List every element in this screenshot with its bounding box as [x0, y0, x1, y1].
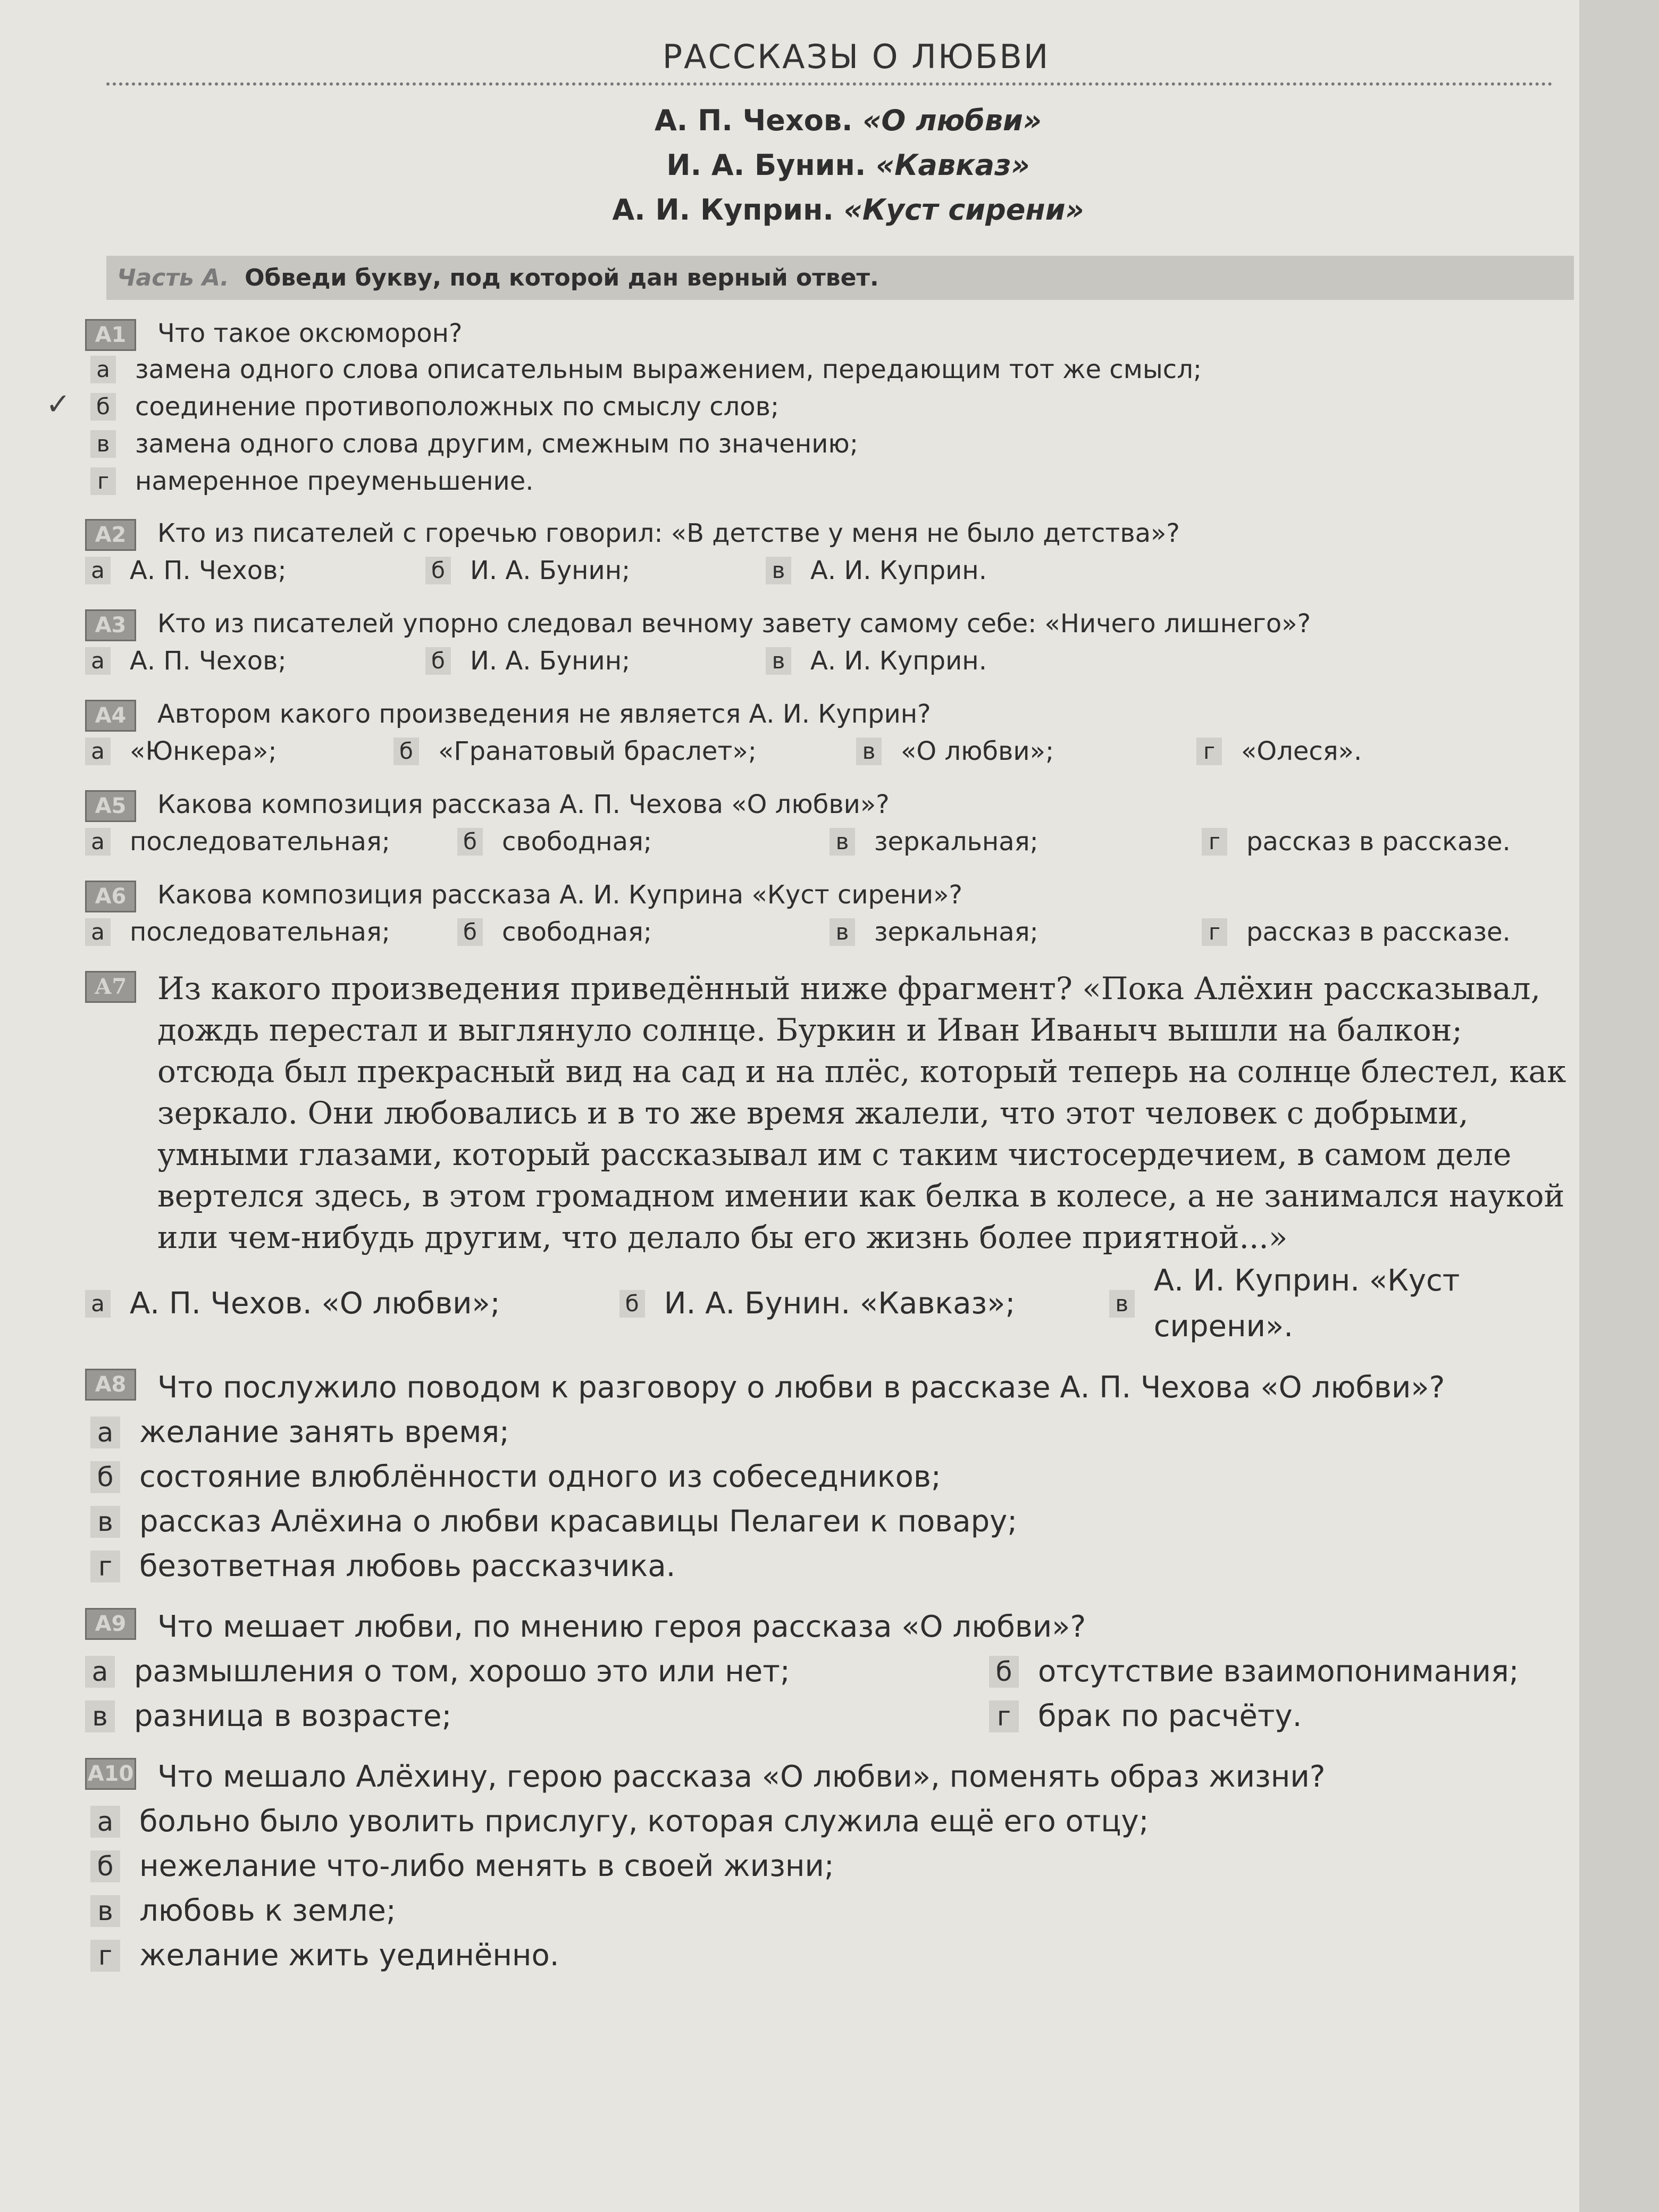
option-letter: г — [1202, 918, 1227, 946]
answer-option[interactable] — [90, 1410, 1574, 1455]
question-text: Автором какого произведения не является А. И. Куприн? — [157, 699, 931, 729]
option-text: А. И. Куприн. — [810, 646, 987, 676]
answer-option[interactable] — [90, 1844, 1574, 1889]
work-title: «Куст сирени» — [843, 193, 1084, 227]
answer-option[interactable] — [457, 912, 830, 952]
answer-option[interactable] — [989, 1694, 1574, 1739]
option-letter: а — [85, 647, 111, 675]
option-letter: б — [90, 1461, 120, 1493]
question-text: Кто из писателей с горечью говорил: «В детстве у меня не было детства»? — [157, 518, 1180, 548]
option-text: нежелание что-либо менять в своей жизни; — [139, 1849, 834, 1883]
option-letter: в — [766, 557, 791, 584]
option-letter — [46, 387, 116, 422]
answer-option[interactable] — [90, 1889, 1574, 1933]
question-a1 — [46, 316, 1574, 500]
work-author: А. И. Куприн. — [612, 193, 834, 227]
work-title: «О любви» — [862, 104, 1042, 137]
option-letter: а — [85, 738, 111, 765]
option-letter: б — [619, 1290, 645, 1318]
answer-option[interactable] — [830, 912, 1202, 952]
option-text: размышления о том, хорошо это или нет; — [134, 1654, 790, 1689]
option-text: отсутствие взаимопонимания; — [1038, 1654, 1519, 1689]
question-a8 — [85, 1365, 1574, 1589]
option-text: состояние влюблённости одного из собеседников; — [139, 1460, 941, 1494]
question-text: Что мешало Алёхину, герою рассказа «О любви», поменять образ жизни? — [157, 1759, 1326, 1794]
option-text: «Гранатовый браслет»; — [438, 736, 757, 766]
question-number: А2 — [85, 519, 136, 551]
option-letter: в — [766, 647, 791, 675]
answer-option[interactable] — [85, 551, 425, 590]
question-text: Кто из писателей упорно следовал вечному завету самому себе: «Ничего лишнего»? — [157, 609, 1311, 639]
question-number: А4 — [85, 700, 136, 732]
option-letter: в — [90, 1506, 120, 1538]
option-text: любовь к земле; — [139, 1893, 396, 1928]
option-letter: а — [85, 918, 111, 946]
option-letter: а — [90, 1806, 120, 1838]
option-text: брак по расчёту. — [1038, 1699, 1302, 1733]
question-number: А3 — [85, 609, 136, 641]
option-text: А. П. Чехов; — [130, 646, 287, 676]
question-a3 — [85, 606, 1574, 681]
option-text: «Олеся». — [1241, 736, 1362, 766]
question-text: Из какого произведения приведённый ниже фрагмент? «Пока Алёхин рассказывал, дождь перестал и выглянуло солнце. Буркин и Иван Иваныч вышли на балкон; отсюда был прекрасный вид на сад и на плёс, который теперь на солнце блестел, как зеркало. Они любовались и в то же время жалели, что этот человек с добрыми, умными глазами, который рассказывал им с таким чистосердечием, в самом деле вертелся здесь, в этом громадном имении как белка в колесе, а не занимался наукой или чем-нибудь другим, что делало бы его жизнь более приятной...» — [157, 970, 1566, 1255]
question-a7 — [85, 968, 1574, 1350]
option-text: последовательная; — [130, 827, 390, 857]
option-letter: г — [1202, 828, 1227, 856]
answer-option[interactable] — [85, 1258, 619, 1350]
answer-option-selected[interactable] — [46, 387, 1574, 425]
option-text: свободная; — [502, 827, 652, 857]
option-text: А. П. Чехов; — [130, 556, 287, 585]
answer-option[interactable] — [457, 822, 830, 861]
dotted-divider — [106, 82, 1553, 86]
question-a9 — [85, 1605, 1574, 1739]
option-text: рассказ в рассказе. — [1246, 917, 1511, 947]
option-text: И. А. Бунин; — [470, 646, 631, 676]
option-text: свободная; — [502, 917, 652, 947]
option-text: «О любви»; — [901, 736, 1054, 766]
question-a5 — [85, 787, 1574, 861]
answer-option[interactable] — [425, 641, 766, 681]
question-number: А6 — [85, 881, 136, 912]
answer-option[interactable] — [90, 1933, 1574, 1978]
option-letter-text: б — [96, 393, 110, 420]
option-letter: б — [393, 738, 419, 765]
work-title: «Кавказ» — [876, 148, 1030, 182]
option-text: рассказ в рассказе. — [1246, 827, 1511, 857]
question-text: Что мешает любви, по мнению героя рассказа «О любви»? — [157, 1610, 1086, 1644]
option-text: желание занять время; — [139, 1415, 509, 1449]
question-number: А5 — [85, 790, 136, 822]
question-text: Какова композиция рассказа А. И. Куприна «Куст сирени»? — [157, 880, 962, 910]
answer-option[interactable] — [85, 912, 457, 952]
option-text: безответная любовь рассказчика. — [139, 1549, 676, 1583]
option-letter: в — [830, 918, 855, 946]
answer-option[interactable] — [766, 551, 1106, 590]
option-letter: б — [457, 828, 483, 856]
option-text: А. И. Куприн. «Куст сирени». — [1153, 1263, 1460, 1344]
work-chekhov — [101, 102, 1595, 140]
option-letter: в — [830, 828, 855, 856]
answer-option[interactable] — [90, 1455, 1574, 1499]
works-list — [37, 102, 1595, 229]
option-text: А. И. Куприн. — [810, 556, 987, 585]
option-text: желание жить уединённо. — [139, 1938, 559, 1973]
option-text: И. А. Бунин. «Кавказ»; — [664, 1286, 1016, 1321]
option-letter: б — [989, 1656, 1019, 1688]
answer-option[interactable] — [830, 822, 1202, 861]
work-author: И. А. Бунин. — [666, 148, 866, 182]
option-letter: в — [85, 1700, 115, 1732]
option-letter: а — [85, 557, 111, 584]
question-number: А8 — [85, 1369, 136, 1401]
answer-option[interactable] — [619, 1258, 1109, 1350]
answer-option[interactable] — [85, 641, 425, 681]
option-text: замена одного слова описательным выражением, передающим тот же смысл; — [135, 355, 1202, 384]
option-letter: б — [425, 647, 451, 675]
check-mark-icon: ✓ — [46, 387, 71, 422]
option-letter: а — [85, 1290, 111, 1318]
answer-option[interactable] — [85, 732, 393, 771]
option-letter: б — [425, 557, 451, 584]
option-text: замена одного слова другим, смежным по значению; — [135, 429, 858, 459]
answer-option[interactable] — [425, 551, 766, 590]
answer-option[interactable] — [1196, 732, 1362, 771]
option-text: намеренное преуменьшение. — [135, 466, 534, 496]
page-edge-shadow — [1579, 0, 1659, 2212]
option-text: зеркальная; — [874, 917, 1038, 947]
option-letter: г — [1196, 738, 1222, 765]
option-letter: в — [856, 738, 882, 765]
answer-option[interactable] — [90, 1799, 1574, 1844]
answer-option[interactable] — [766, 641, 1106, 681]
question-a10 — [85, 1755, 1574, 1978]
work-kuprin — [101, 191, 1595, 229]
answer-option[interactable] — [85, 1649, 989, 1694]
question-text: Что послужило поводом к разговору о любви в рассказе А. П. Чехова «О любви»? — [157, 1370, 1445, 1405]
option-letter: а — [85, 1656, 115, 1688]
question-a6 — [85, 877, 1574, 952]
answer-option[interactable] — [1202, 912, 1574, 952]
question-number: А1 — [85, 319, 136, 351]
answer-option[interactable] — [85, 822, 457, 861]
answer-option[interactable] — [393, 732, 856, 771]
question-text: Какова композиция рассказа А. П. Чехова «О любви»? — [157, 790, 890, 819]
answer-option[interactable] — [85, 1694, 989, 1739]
work-bunin — [101, 146, 1595, 185]
part-label: Часть А. — [117, 264, 229, 291]
option-letter: а — [85, 828, 111, 856]
answer-option[interactable] — [90, 1499, 1574, 1544]
option-letter: а — [90, 1417, 120, 1448]
question-number: А9 — [85, 1608, 136, 1640]
answer-option[interactable] — [856, 732, 1196, 771]
answer-option[interactable] — [90, 1544, 1574, 1589]
option-letter: б — [457, 918, 483, 946]
option-letter: б — [90, 1850, 120, 1882]
option-text: рассказ Алёхина о любви красавицы Пелагеи к повару; — [139, 1504, 1018, 1539]
option-text: «Юнкера»; — [130, 736, 277, 766]
option-text: И. А. Бунин; — [470, 556, 631, 585]
option-text: разница в возрасте; — [134, 1699, 452, 1733]
answer-option[interactable] — [90, 463, 1574, 500]
section-title: РАССКАЗЫ О ЛЮБВИ — [662, 37, 1050, 76]
answer-option[interactable] — [1202, 822, 1574, 861]
option-letter: г — [90, 1940, 120, 1972]
part-a-header — [106, 256, 1574, 300]
option-letter: г — [989, 1700, 1019, 1732]
option-text: последовательная; — [130, 917, 390, 947]
part-instruction: Обведи букву, под которой дан верный ответ. — [245, 264, 879, 291]
option-text: больно было уволить прислугу, которая служила ещё его отцу; — [139, 1804, 1149, 1839]
option-letter: в — [1109, 1290, 1135, 1318]
answer-option[interactable] — [989, 1649, 1574, 1694]
option-letter: а — [90, 356, 116, 383]
option-text: А. П. Чехов. «О любви»; — [130, 1286, 500, 1321]
option-text: соединение противоположных по смыслу слов; — [135, 392, 780, 422]
question-number: А7 — [85, 971, 136, 1003]
question-text: Что такое оксюморон? — [157, 319, 463, 348]
option-letter: в — [90, 1895, 120, 1927]
option-letter: в — [90, 430, 116, 458]
work-author: А. П. Чехов. — [655, 104, 853, 137]
answer-option[interactable] — [90, 351, 1574, 388]
answer-option[interactable] — [1109, 1258, 1574, 1350]
option-letter: г — [90, 1551, 120, 1582]
answer-option[interactable] — [90, 425, 1574, 463]
option-letter: г — [90, 467, 116, 495]
question-number: А10 — [85, 1758, 136, 1790]
question-a2 — [85, 516, 1574, 590]
question-a4 — [85, 697, 1574, 771]
option-text: зеркальная; — [874, 827, 1038, 857]
